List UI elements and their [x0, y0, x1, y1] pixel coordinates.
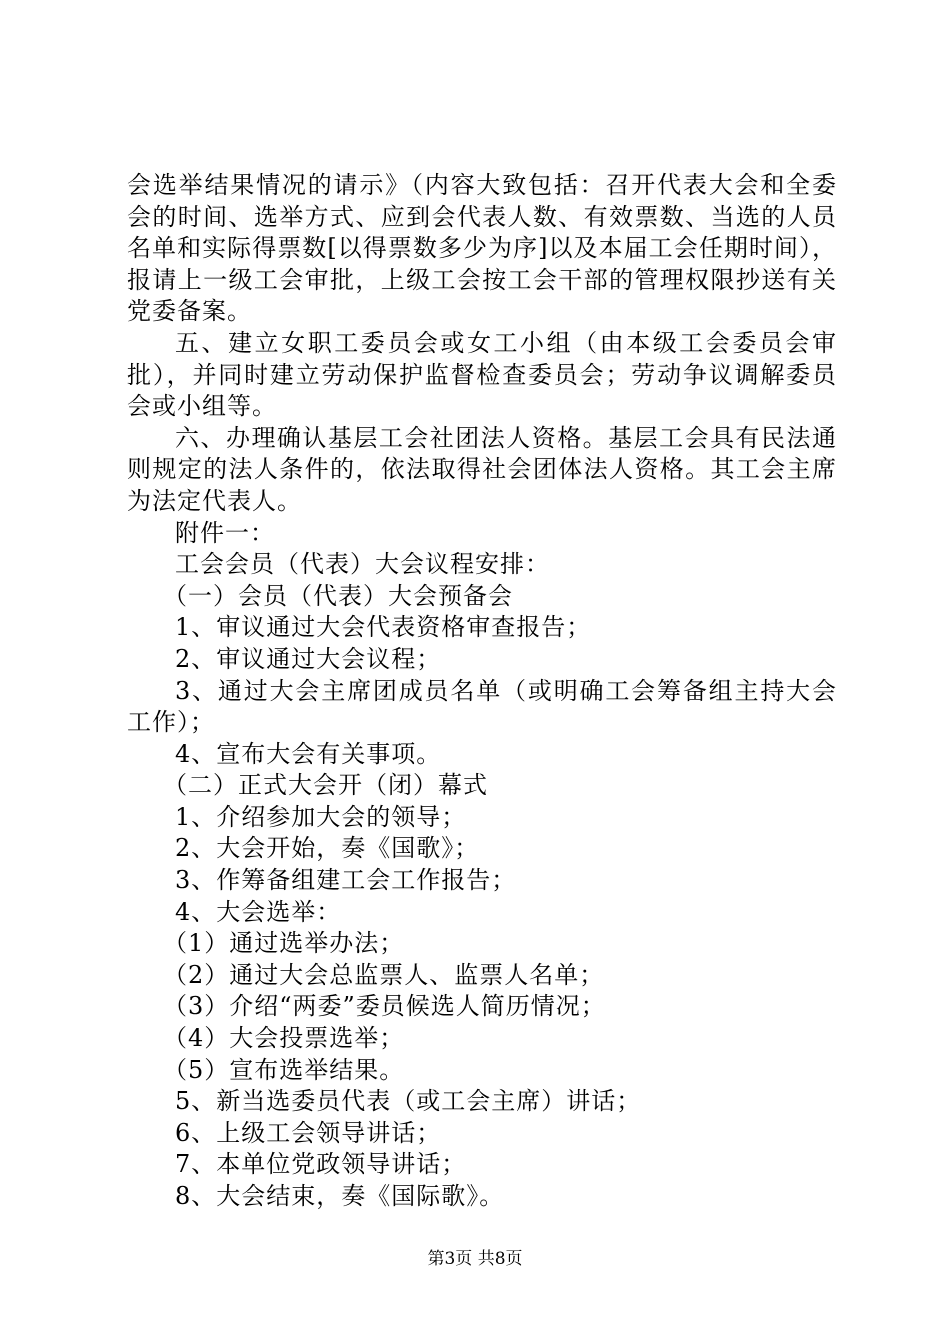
list-item: 3、通过大会主席团成员名单（或明确工会筹备组主持大会工作）； — [127, 676, 837, 737]
list-item: 1、介绍参加大会的领导； — [175, 802, 467, 831]
election-step: （5）宣布选举结果。 — [163, 1055, 405, 1084]
document-body — [127, 170, 837, 1213]
list-item: 5、新当选委员代表（或工会主席）讲话； — [175, 1087, 642, 1116]
paragraph-womens-committee: 五、建立女职工委员会或女工小组（由本级工会委员会审批），并同时建立劳动保护监督检查委员会；劳动争议调解委员会或小组等。 — [127, 328, 837, 421]
election-step: （1）通过选举办法； — [163, 929, 405, 958]
list-item: 1、审议通过大会代表资格审查报告； — [175, 613, 592, 642]
attachment-heading: 附件一： — [175, 518, 275, 547]
list-item: 2、大会开始，奏《国歌》； — [175, 834, 480, 863]
election-step: （3）介绍“两委”委员候选人简历情况； — [163, 992, 606, 1021]
page-number-footer: 第3页 共8页 — [427, 1249, 523, 1269]
paragraph-legal-person: 六、办理确认基层工会社团法人资格。基层工会具有民法通则规定的法人条件的，依法取得社会团体法人资格。其工会主席为法定代表人。 — [127, 423, 837, 515]
section-preparatory-meeting-title: （一）会员（代表）大会预备会 — [163, 581, 513, 610]
list-item: 4、大会选举： — [175, 897, 342, 926]
list-item: 7、本单位党政领导讲话； — [175, 1150, 467, 1179]
list-item: 2、审议通过大会议程； — [175, 644, 442, 673]
election-step: （4）大会投票选举； — [163, 1024, 405, 1053]
section-formal-meeting-title: （二）正式大会开（闭）幕式 — [163, 771, 488, 800]
list-item: 6、上级工会领导讲话； — [175, 1118, 442, 1147]
list-item: 4、宣布大会有关事项。 — [175, 739, 442, 768]
list-item: 8、大会结束，奏《国际歌》。 — [175, 1182, 505, 1210]
agenda-title: 工会会员（代表）大会议程安排： — [175, 550, 550, 579]
list-item: 3、作筹备组建工会工作报告； — [175, 866, 517, 895]
election-step: （2）通过大会总监票人、监票人名单； — [163, 960, 605, 989]
paragraph-request-content: 会选举结果情况的请示》（内容大致包括：召开代表大会和全委会的时间、选举方式、应到会代表人数、有效票数、当选的人员名单和实际得票数[以得票数多少为序]以及本届工会任期时间），报请上一级工会审批，上级工会按工会干部的管理权限抄送有关党委备案。 — [127, 171, 837, 326]
